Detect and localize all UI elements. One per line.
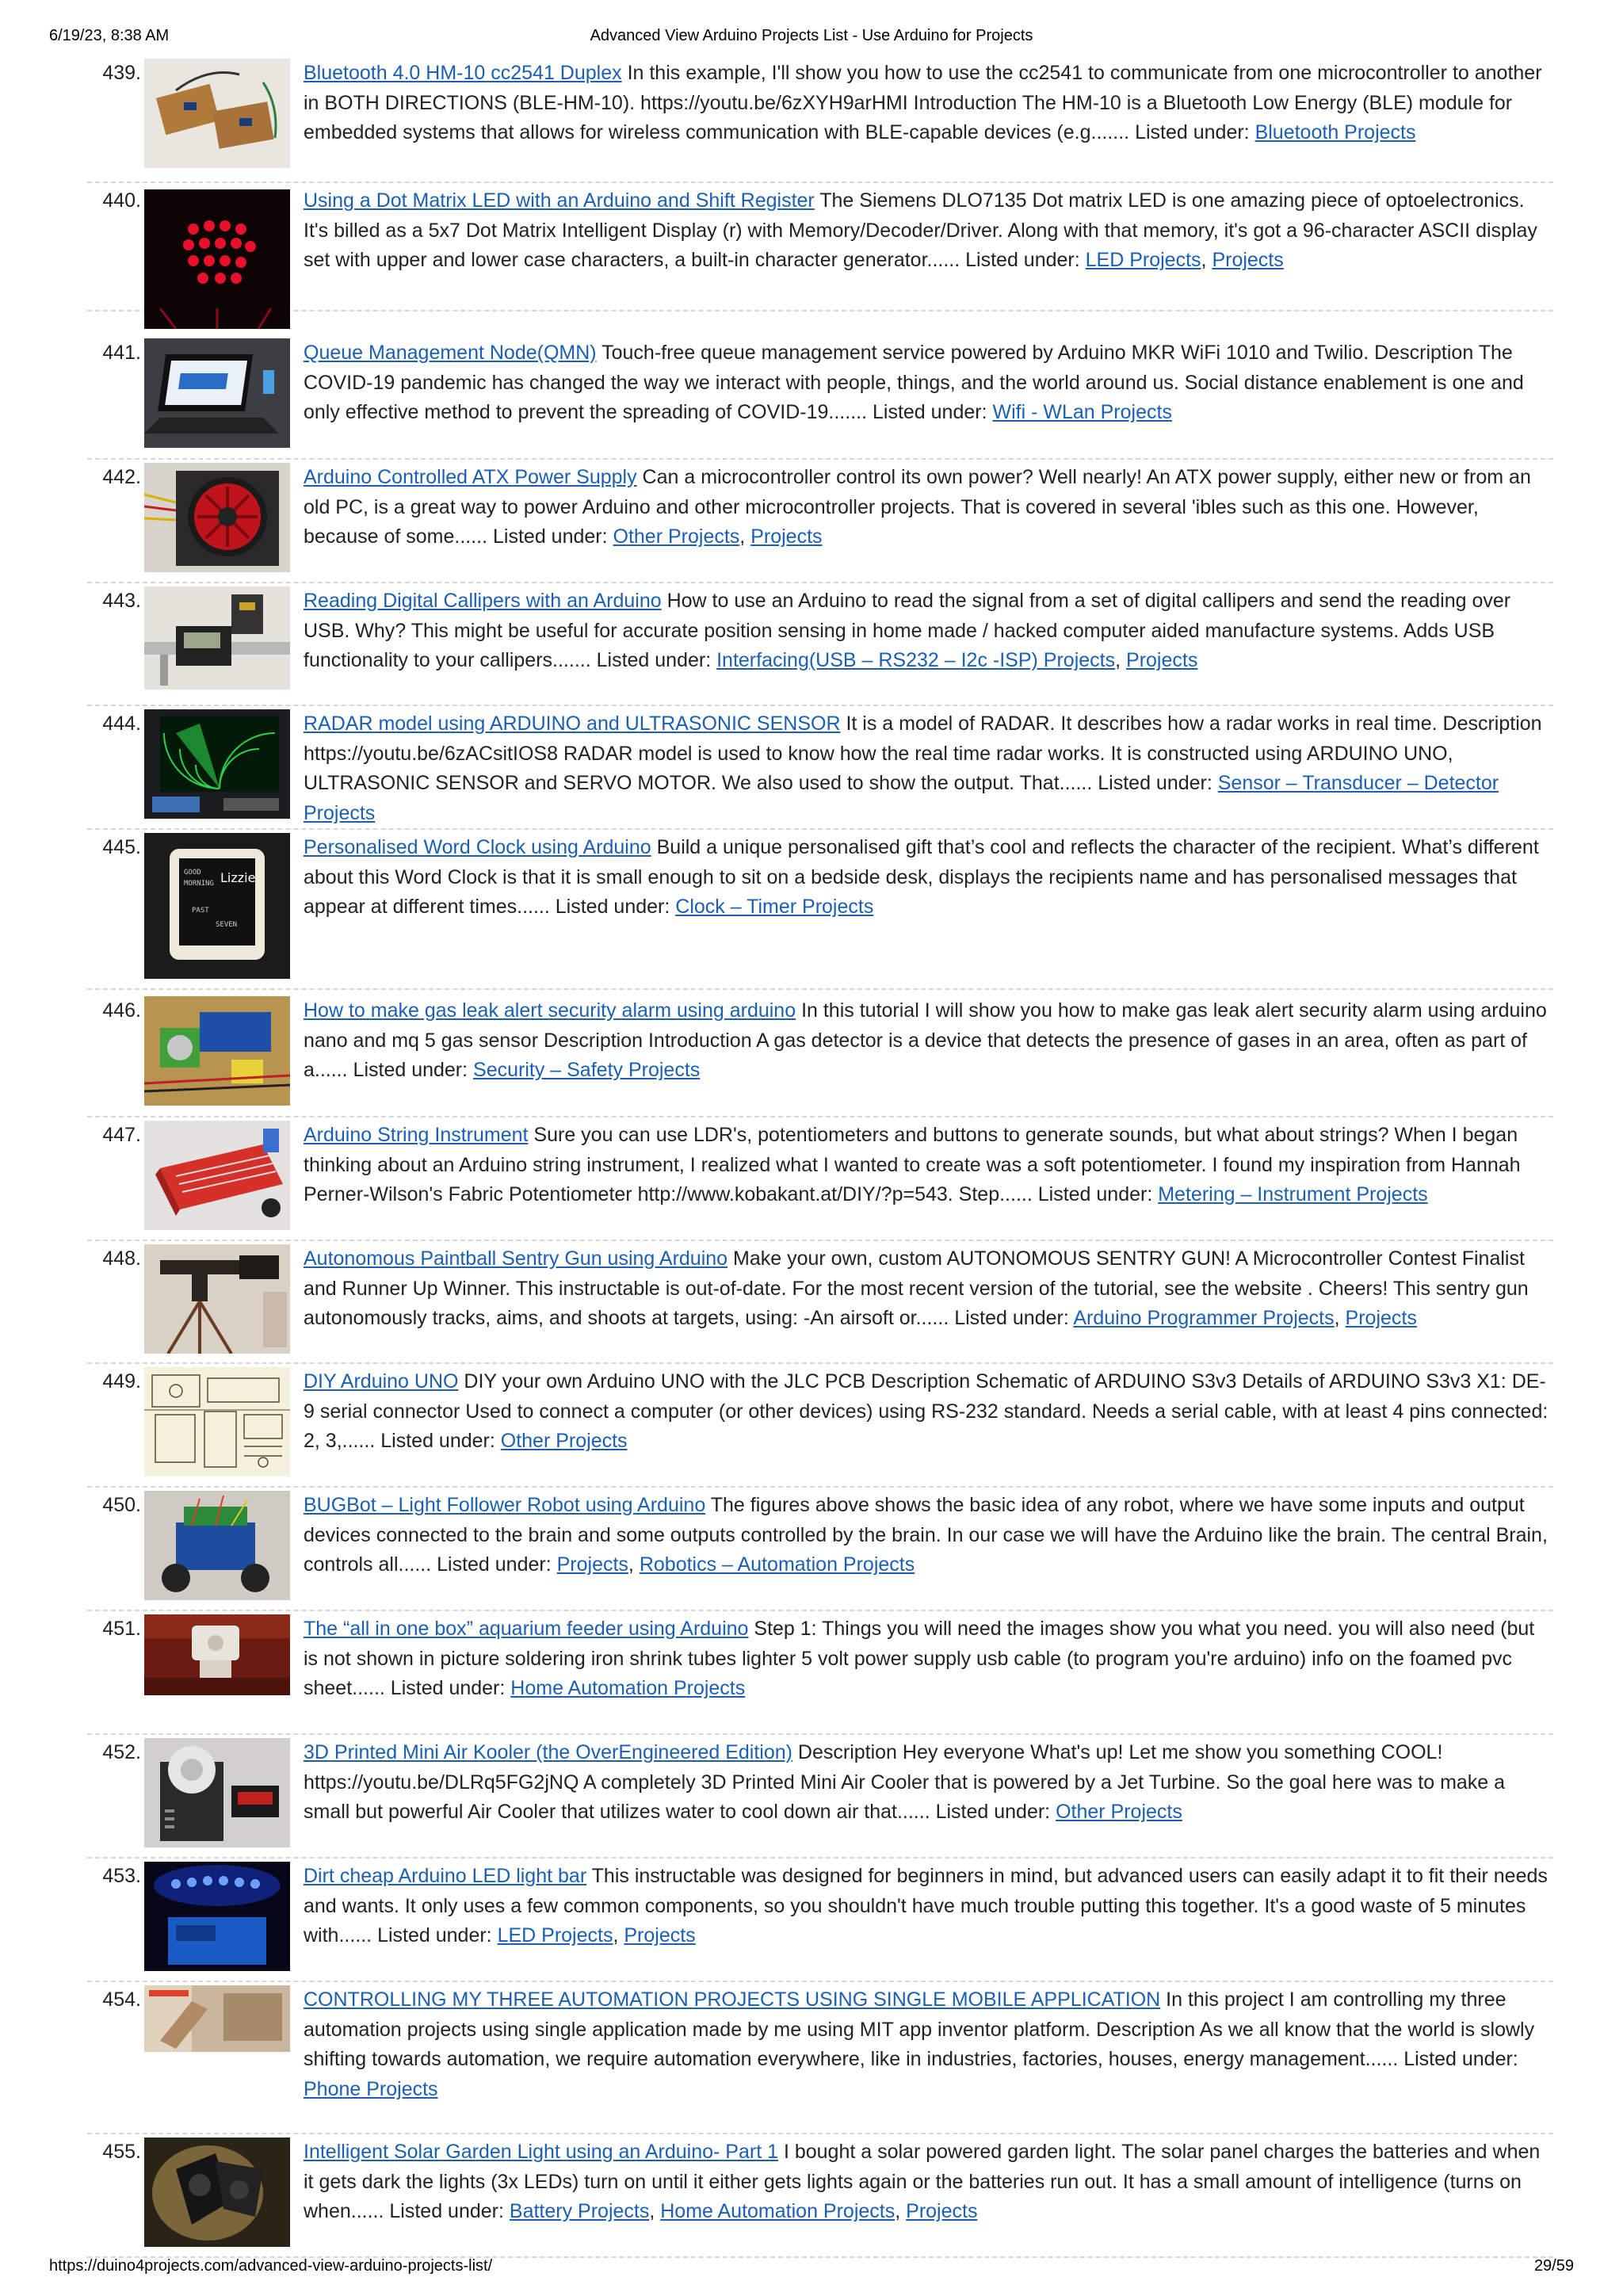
- category-link[interactable]: Other Projects: [500, 1430, 628, 1452]
- item-text: Autonomous Paintball Sentry Gun using Arduino Make your own, custom AUTONOMOUS SENTRY GUN! A Microcontroller Contest Finalist and Runner Up Winner. This instructable is out-of-date. For the most recent version of the tutorial, see the website . Cheers! This sentry gun autonomously tracks, aims, and shoots at targets, using: -An airsoft or...... Listed under: Arduino Programmer Projects, Projects: [304, 1247, 1529, 1329]
- project-title-link[interactable]: Using a Dot Matrix LED with an Arduino and Shift Register: [304, 189, 815, 212]
- project-thumbnail[interactable]: [144, 1244, 290, 1354]
- svg-text:MORNING: MORNING: [184, 880, 214, 888]
- project-thumbnail[interactable]: [144, 709, 290, 819]
- category-link[interactable]: Metering – Instrument Projects: [1158, 1183, 1428, 1205]
- project-description: In this example, I'll show you how to use the cc2541 to communicate from one microcontroller to another in BOTH DIRECTIONS (BLE-HM-10). https://youtu.be/6zXYH9arHMI Introduction The HM-10 is a Bluetooth Low Energy (BLE) module for embedded systems that allows for wireless communication with BLE-capable devices (e.g.......: [304, 62, 1542, 143]
- project-thumbnail[interactable]: [144, 338, 290, 448]
- category-link[interactable]: Wifi - WLan Projects: [992, 401, 1172, 423]
- project-description: In this project I am controlling my three automation projects using single application made by me using MIT app inventor platform. Description As we all know that the world is slowly shifting towards automation, we require automation everywhere, like in industries, factories, houses, energy management......: [304, 1988, 1535, 2070]
- print-date: 6/19/23, 8:38 AM: [49, 27, 170, 44]
- category-link[interactable]: LED Projects: [497, 1924, 613, 1946]
- item-number: 445.: [102, 836, 141, 858]
- page-url: https://duino4projects.com/advanced-view-arduino-projects-list/: [49, 2257, 493, 2275]
- category-link[interactable]: Other Projects: [613, 525, 740, 548]
- project-description: Touch-free queue management service powered by Arduino MKR WiFi 1010 and Twilio. Description The COVID-19 pandemic has changed the way we interact with people, things, and the world around us. Social distance enablement is one and only effective method to prevent the spreading of COVID-19.......: [304, 342, 1524, 423]
- project-thumbnail[interactable]: [144, 1491, 290, 1600]
- project-title-link[interactable]: Personalised Word Clock using Arduino: [304, 836, 651, 858]
- svg-text:PAST: PAST: [192, 907, 209, 915]
- project-thumbnail[interactable]: [144, 1862, 290, 1971]
- category-link[interactable]: Home Automation Projects: [660, 2200, 896, 2222]
- category-link[interactable]: Projects: [750, 525, 823, 548]
- category-link[interactable]: Projects: [556, 1553, 628, 1576]
- list-item: [87, 1982, 1553, 2134]
- item-number: 443.: [102, 590, 141, 612]
- list-item: [87, 830, 1553, 990]
- project-thumbnail[interactable]: [144, 1121, 290, 1230]
- category-link[interactable]: LED Projects: [1085, 249, 1201, 271]
- project-description: Sure you can use LDR's, potentiometers and buttons to generate sounds, but what about strings? When I began thinking about an Arduino string instrument, I realized what I wanted to create was a soft potentiometer. I found my inspiration from Hannah Perner-Wilson's Fabric Potentiometer http://www.kobakant.at/DIY/?p=543. Step......: [304, 1124, 1521, 1205]
- project-title-link[interactable]: Autonomous Paintball Sentry Gun using Arduino: [304, 1247, 728, 1270]
- item-number: 448.: [102, 1247, 141, 1270]
- svg-text:GOOD: GOOD: [184, 869, 201, 877]
- item-text: Reading Digital Callipers with an Arduino How to use an Arduino to read the signal from a set of digital callipers and send the reading over USB. Why? This might be useful for accurate position sensing in home made / hacked computer aided manufacture systems. Adds USB functionality to your callipers....... Listed under: Interfacing(USB – RS232 – I2c -ISP) Projects, Projects: [304, 590, 1511, 671]
- project-thumbnail[interactable]: [144, 463, 290, 572]
- project-title-link[interactable]: DIY Arduino UNO: [304, 1370, 459, 1392]
- item-text: Dirt cheap Arduino LED light bar This instructable was designed for beginners in mind, but advanced users can easily adapt it to fit their needs and wants. It only uses a few common components, so you shouldn't have much trouble putting this together. It's a good waste of 5 minutes with...... Listed under: LED Projects, Projects: [304, 1865, 1548, 1946]
- svg-text:SEVEN: SEVEN: [216, 921, 238, 929]
- item-text: Arduino String Instrument Sure you can use LDR's, potentiometers and buttons to generate sounds, but what about strings? When I began thinking about an Arduino string instrument, I realized what I wanted to create was a soft potentiometer. I found my inspiration from Hannah Perner-Wilson's Fabric Potentiometer http://www.kobakant.at/DIY/?p=543. Step...... Listed under: Metering – Instrument Projects: [304, 1124, 1521, 1205]
- item-number: 446.: [102, 999, 141, 1022]
- item-text: Queue Management Node(QMN) Touch-free queue management service powered by Arduino MKR WiFi 1010 and Twilio. Description The COVID-19 pandemic has changed the way we interact with people, things, and the world around us. Social distance enablement is one and only effective method to prevent the spreading of COVID-19....... Listed under: Wifi - WLan Projects: [304, 342, 1524, 423]
- project-description: Can a microcontroller control its own power? Well nearly! An ATX power supply, either new or from an old PC, is a great way to power Arduino and other microcontroller projects. That is covered in several 'ibles such as this one. However, because of some......: [304, 466, 1531, 548]
- item-text: RADAR model using ARDUINO and ULTRASONIC SENSOR It is a model of RADAR. It describes how a radar works in real time. Description https://youtu.be/6zACsitIOS8 RADAR model is used to know how the real time radar works. It is constructed using ARDUINO UNO, ULTRASONIC SENSOR and SERVO MOTOR. We also used to show the output. That...... Listed under: Sensor – Transducer – Detector Projects: [304, 712, 1542, 824]
- item-number: 450.: [102, 1494, 141, 1516]
- item-number: 452.: [102, 1741, 141, 1763]
- project-list: [87, 55, 1553, 2258]
- document-title: Advanced View Arduino Projects List - Use Arduino for Projects: [590, 27, 1033, 44]
- list-item: [87, 1117, 1553, 1241]
- category-link[interactable]: Bluetooth Projects: [1254, 121, 1416, 143]
- project-description: The Siemens DLO7135 Dot matrix LED is one amazing piece of optoelectronics. It's billed as a 5x7 Dot Matrix Intelligent Display (r) with Memory/Decoder/Driver. Along with that memory, it's got a 96-character ASCII display set with upper and lower case characters, a built-in character generator......: [304, 189, 1537, 271]
- project-title-link[interactable]: How to make gas leak alert security alarm using arduino: [304, 999, 796, 1022]
- page-number: 29/59: [1533, 2257, 1574, 2275]
- item-number: 454.: [102, 1988, 141, 2011]
- project-description: Make your own, custom AUTONOMOUS SENTRY GUN! A Microcontroller Contest Finalist and Runner Up Winner. This instructable is out-of-date. For the most recent version of the tutorial, see the website . Cheers! This sentry gun autonomously tracks, aims, and shoots at targets, using: -An airsoft or......: [304, 1247, 1529, 1329]
- project-thumbnail[interactable]: [144, 1614, 290, 1695]
- list-item: [87, 1611, 1553, 1735]
- list-item: [87, 335, 1553, 460]
- item-text: Using a Dot Matrix LED with an Arduino and Shift Register The Siemens DLO7135 Dot matrix LED is one amazing piece of optoelectronics. It's billed as a 5x7 Dot Matrix Intelligent Display (r) with Memory/Decoder/Driver. Along with that memory, it's got a 96-character ASCII display set with upper and lower case characters, a built-in character generator...... Listed under: LED Projects, Projects: [304, 189, 1537, 271]
- item-number: 449.: [102, 1370, 141, 1392]
- category-link[interactable]: Phone Projects: [304, 2077, 438, 2100]
- item-text: Intelligent Solar Garden Light using an Arduino- Part 1 I bought a solar powered garden light. The solar panel charges the batteries and when it gets dark the lights (3x LEDs) turn on until it either gets lights again or the batteries run out. It has a small amount of intelligence (turns on when...... Listed under: Battery Projects, Home Automation Projects, Projects: [304, 2141, 1541, 2222]
- list-item: [87, 1859, 1553, 1982]
- list-item: [87, 460, 1553, 583]
- project-title-link[interactable]: Arduino Controlled ATX Power Supply: [304, 466, 637, 488]
- list-item: [87, 183, 1553, 311]
- print-header: [0, 24, 1623, 51]
- category-link[interactable]: Sensor – Transducer – Detector Projects: [304, 772, 1499, 824]
- list-item: [87, 2134, 1553, 2258]
- category-link[interactable]: Projects: [1345, 1307, 1417, 1329]
- project-thumbnail[interactable]: [144, 59, 290, 168]
- category-link[interactable]: Arduino Programmer Projects: [1073, 1307, 1335, 1329]
- item-number: 453.: [102, 1865, 141, 1887]
- category-link[interactable]: Projects: [906, 2200, 978, 2222]
- list-item: [87, 1735, 1553, 1859]
- project-description: Description Hey everyone What's up! Let me show you something COOL! https://youtu.be/DLRq5FG2jNQ A completely 3D Printed Mini Air Cooler that is powered by a Jet Turbine. So the goal here was to make a small but powerful Air Cooler that utilizes water to cool down air that......: [304, 1741, 1506, 1823]
- project-thumbnail[interactable]: [144, 2137, 290, 2247]
- project-thumbnail[interactable]: [144, 1367, 290, 1477]
- item-number: 439.: [102, 62, 141, 84]
- project-title-link[interactable]: Arduino String Instrument: [304, 1124, 529, 1146]
- project-description: How to use an Arduino to read the signal from a set of digital callipers and send the reading over USB. Why? This might be useful for accurate position sensing in home made / hacked computer aided manufacture systems. Adds USB functionality to your callipers.......: [304, 590, 1511, 671]
- item-text: How to make gas leak alert security alarm using arduino In this tutorial I will show you how to make gas leak alert security alarm using arduino nano and mq 5 gas sensor Description Introduction A gas detector is a device that detects the presence of gases in an area, often as part of a...... Listed under: Security – Safety Projects: [304, 999, 1547, 1081]
- item-number: 444.: [102, 712, 141, 735]
- project-description: In this tutorial I will show you how to make gas leak alert security alarm using arduino nano and mq 5 gas sensor Description Introduction A gas detector is a device that detects the presence of gases in an area, often as part of a......: [304, 999, 1547, 1081]
- project-thumbnail[interactable]: [144, 586, 290, 690]
- project-description: Build a unique personalised gift that’s cool and reflects the character of the recipient. What’s different about this Word Clock is that it is small enough to sit on a bedside desk, displays the recipients name and has personalised messages that appear at different times......: [304, 836, 1539, 918]
- category-link[interactable]: Projects: [1126, 649, 1198, 671]
- project-description: The figures above shows the basic idea of any robot, where we have some inputs and output devices connected to the brain and some outputs controlled by the brain. In our case we will have the Arduino like the brain. The central Brain, controls all......: [304, 1494, 1548, 1576]
- svg-text:Lizzie: Lizzie: [220, 870, 256, 885]
- project-description: DIY your own Arduino UNO with the JLC PCB Description Schematic of ARDUINO S3v3 Details of ARDUINO S3v3 X1: DE-9 serial connector Used to connect a computer (or other devices) using RS-232 standard. Needs a serial cable, with at least 4 pins connected: 2, 3,......: [304, 1370, 1549, 1452]
- item-text: 3D Printed Mini Air Kooler (the OverEngineered Edition) Description Hey everyone What's up! Let me show you something COOL! https://youtu.be/DLRq5FG2jNQ A completely 3D Printed Mini Air Cooler that is powered by a Jet Turbine. So the goal here was to make a small but powerful Air Cooler that utilizes water to cool down air that...... Listed under: Other Projects: [304, 1741, 1506, 1823]
- category-link[interactable]: Other Projects: [1056, 1801, 1182, 1823]
- project-title-link[interactable]: Bluetooth 4.0 HM-10 cc2541 Duplex: [304, 62, 622, 84]
- project-title-link[interactable]: Reading Digital Callipers with an Arduino: [304, 590, 662, 612]
- project-thumbnail[interactable]: [144, 833, 290, 979]
- list-item: [87, 1488, 1553, 1611]
- project-title-link[interactable]: Dirt cheap Arduino LED light bar: [304, 1865, 587, 1887]
- item-text: DIY Arduino UNO DIY your own Arduino UNO with the JLC PCB Description Schematic of ARDUINO S3v3 Details of ARDUINO S3v3 X1: DE-9 serial connector Used to connect a computer (or other devices) using RS-232 standard. Needs a serial cable, with at least 4 pins connected: 2, 3,...... Listed under: Other Projects: [304, 1370, 1549, 1452]
- category-link[interactable]: Clock – Timer Projects: [675, 896, 874, 918]
- category-link[interactable]: Projects: [624, 1924, 696, 1946]
- list-item: [87, 55, 1553, 183]
- item-number: 440.: [102, 189, 141, 212]
- item-number: 455.: [102, 2141, 141, 2163]
- project-title-link[interactable]: The “all in one box” aquarium feeder using Arduino: [304, 1618, 749, 1640]
- category-link[interactable]: Interfacing(USB – RS232 – I2c -ISP) Projects: [716, 649, 1116, 671]
- item-text: Bluetooth 4.0 HM-10 cc2541 Duplex In this example, I'll show you how to use the cc2541 to communicate from one microcontroller to another in BOTH DIRECTIONS (BLE-HM-10). https://youtu.be/6zXYH9arHMI Introduction The HM-10 is a Bluetooth Low Energy (BLE) module for embedded systems that allows for wireless communication with BLE-capable devices (e.g....... Listed under: Bluetooth Projects: [304, 62, 1542, 143]
- item-text: The “all in one box” aquarium feeder using Arduino Step 1: Things you will need the images show you what you need. you will also need (but is not shown in picture soldering iron shrink tubes lighter 5 volt power supply usb cable (to program you're arduino) info on the foamed pvc sheet...... Listed under: Home Automation Projects: [304, 1618, 1535, 1699]
- project-description: It is a model of RADAR. It describes how a radar works in real time. Description https://youtu.be/6zACsitIOS8 RADAR model is used to know how the real time radar works. It is constructed using ARDUINO UNO, ULTRASONIC SENSOR and SERVO MOTOR. We also used to show the output. That......: [304, 712, 1542, 794]
- item-text: Personalised Word Clock using Arduino Build a unique personalised gift that’s cool and reflects the character of the recipient. What’s different about this Word Clock is that it is small enough to sit on a bedside desk, displays the recipients name and has personalised messages that appear at different times...... Listed under: Clock – Timer Projects: [304, 836, 1539, 918]
- project-thumbnail[interactable]: [144, 996, 290, 1106]
- item-text: BUGBot – Light Follower Robot using Arduino The figures above shows the basic idea of any robot, where we have some inputs and output devices connected to the brain and some outputs controlled by the brain. In our case we will have the Arduino like the brain. The central Brain, controls all...... Listed under: Projects, Robotics – Automation Projects: [304, 1494, 1548, 1576]
- category-link[interactable]: Robotics – Automation Projects: [639, 1553, 915, 1576]
- list-item: [87, 1364, 1553, 1488]
- category-link[interactable]: Home Automation Projects: [510, 1677, 746, 1699]
- category-link[interactable]: Projects: [1212, 249, 1284, 271]
- item-text: CONTROLLING MY THREE AUTOMATION PROJECTS USING SINGLE MOBILE APPLICATION In this project I am controlling my three automation projects using single application made by me using MIT app inventor platform. Description As we all know that the world is slowly shifting towards automation, we require automation everywhere, like in industries, factories, houses, energy management...... Listed under: Phone Projects: [304, 1988, 1535, 2100]
- category-link[interactable]: Battery Projects: [509, 2200, 650, 2222]
- project-thumbnail[interactable]: [144, 1738, 290, 1847]
- project-title-link[interactable]: RADAR model using ARDUINO and ULTRASONIC SENSOR: [304, 712, 841, 735]
- list-item: [87, 706, 1553, 830]
- item-number: 441.: [102, 342, 141, 364]
- project-title-link[interactable]: BUGBot – Light Follower Robot using Arduino: [304, 1494, 706, 1516]
- print-footer: [0, 2257, 1623, 2281]
- project-title-link[interactable]: 3D Printed Mini Air Kooler (the OverEngineered Edition): [304, 1741, 792, 1763]
- list-item: [87, 993, 1553, 1117]
- project-thumbnail[interactable]: [144, 189, 290, 329]
- project-description: I bought a solar powered garden light. The solar panel charges the batteries and when it gets dark the lights (3x LEDs) turn on until it either gets lights again or the batteries run out. It has a small amount of intelligence (turns on when......: [304, 2141, 1541, 2222]
- list-item: [87, 1241, 1553, 1364]
- project-title-link[interactable]: Queue Management Node(QMN): [304, 342, 597, 364]
- project-title-link[interactable]: Intelligent Solar Garden Light using an Arduino- Part 1: [304, 2141, 778, 2163]
- project-description: Step 1: Things you will need the images show you what you need. you will also need (but is not shown in picture soldering iron shrink tubes lighter 5 volt power supply usb cable (to program you're arduino) info on the foamed pvc sheet......: [304, 1618, 1535, 1699]
- item-text: Arduino Controlled ATX Power Supply Can a microcontroller control its own power? Well nearly! An ATX power supply, either new or from an old PC, is a great way to power Arduino and other microcontroller projects. That is covered in several 'ibles such as this one. However, because of some...... Listed under: Other Projects, Projects: [304, 466, 1531, 548]
- list-item: [87, 583, 1553, 706]
- item-number: 442.: [102, 466, 141, 488]
- project-description: This instructable was designed for beginners in mind, but advanced users can easily adapt it to fit their needs and wants. It only uses a few common components, so you shouldn't have much trouble putting this together. It's a good waste of 5 minutes with......: [304, 1865, 1548, 1946]
- project-thumbnail[interactable]: [144, 1985, 290, 2052]
- category-link[interactable]: Security – Safety Projects: [473, 1059, 701, 1081]
- item-number: 447.: [102, 1124, 141, 1146]
- item-number: 451.: [102, 1618, 141, 1640]
- project-title-link[interactable]: CONTROLLING MY THREE AUTOMATION PROJECTS USING SINGLE MOBILE APPLICATION: [304, 1988, 1161, 2011]
